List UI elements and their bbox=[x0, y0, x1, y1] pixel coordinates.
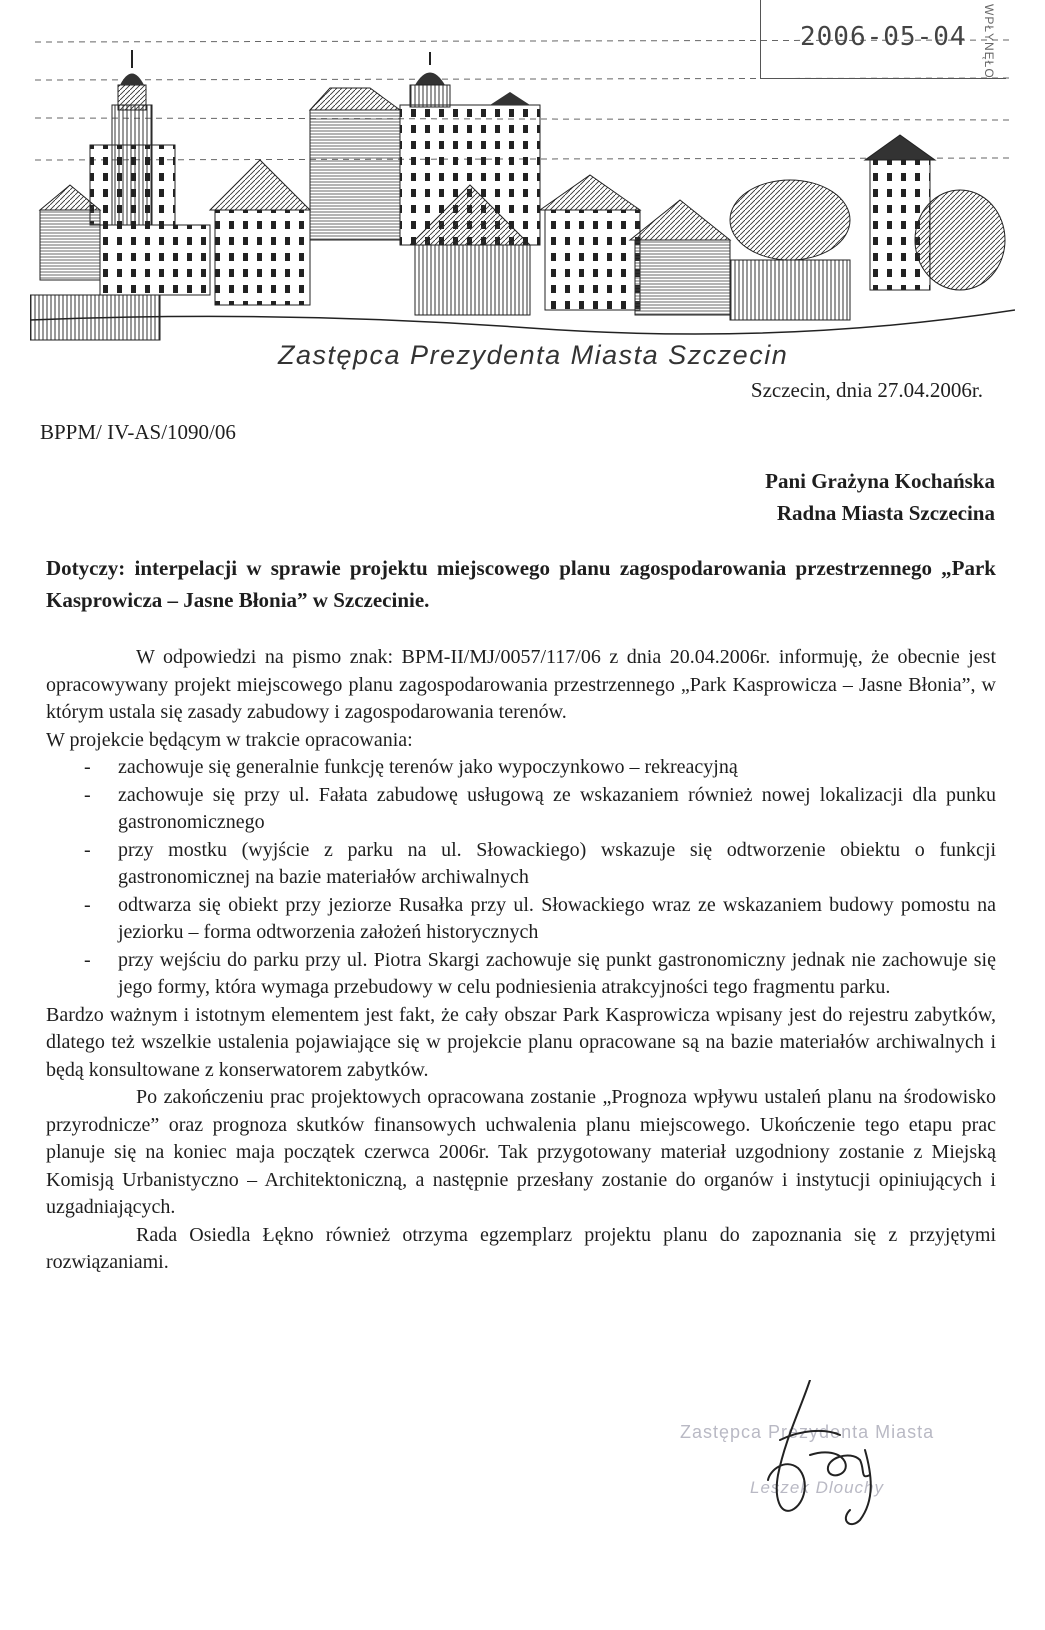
body-paragraph-4: Po zakończeniu prac projektowych opracowana zostanie „Prognoza wpływu ustaleń planu na środowisko przyrodnicze” oraz prognoza skutków finansowych uchwalenia planu miejscowego. Ukończenie tego etapu prac planuje się na koniec maja początek czerwca 2006r. Tak przygotowany materiał uzgodniony zostanie z Miejską Komisją Urbanistyczno – Architektoniczną, a następnie przesłany zostanie do organów i instytucji opiniujących i uzgadniających. bbox=[46, 1086, 996, 1218]
body-paragraph-1: W odpowiedzi na pismo znak: BPM-II/MJ/0057/117/06 z dnia 20.04.2006r. informuję, że obecnie jest opracowywany projekt miejscowego planu zagospodarowania przestrzennego „Park Kasprowicza – Jasne Błonia”, w którym ustala się zasady zabudowy i zagospodarowania terenów. bbox=[46, 646, 996, 723]
list-item-text: odtwarza się obiekt przy jeziorze Rusałka przy ul. Słowackiego wraz ze wskazaniem budowy pomostu na jeziorku – forma odtworzenia założeń historycznych bbox=[118, 893, 996, 943]
reference-number: BPPM/ IV-AS/1090/06 bbox=[40, 420, 236, 444]
letterhead-issuer: Zastępca Prezydenta Miasta Szczecin bbox=[278, 340, 789, 370]
list-item-text: zachowuje się przy ul. Fałata zabudowę usługową ze wskazaniem również nowej lokalizacji dla punku gastronomicznego bbox=[118, 783, 996, 833]
list-item-text: przy mostku (wyjście z parku na ul. Słowackiego) wskazuje się odtworzenie obiektu o funkcji gastronomicznej na bazie materiałów archiwalnych bbox=[118, 838, 996, 888]
incoming-stamp-date: 2006-05-04 bbox=[800, 22, 967, 52]
signature-block bbox=[660, 1380, 990, 1540]
list-item bbox=[46, 892, 996, 947]
letter-date: Szczecin, dnia 27.04.2006r. bbox=[750, 378, 983, 402]
list-item-text: zachowuje się generalnie funkcję terenów jako wypoczynkowo – rekreacyjną bbox=[118, 756, 738, 778]
body-paragraph-2: W projekcie będącym w trakcie opracowania: bbox=[46, 728, 413, 751]
list-item-text: przy wejściu do parku przy ul. Piotra Skargi zachowuje się punkt gastronomiczny jednak nie zachowuje się jego formy, która wymaga przebudowy w celu podniesienia atrakcyjności tego fragmentu parku. bbox=[118, 948, 996, 998]
recipient-title: Radna Miasta Szczecina bbox=[776, 501, 995, 525]
list-dash: - bbox=[84, 783, 91, 806]
list-dash: - bbox=[84, 893, 91, 916]
list-dash: - bbox=[84, 838, 91, 861]
letter-body bbox=[46, 644, 996, 1277]
recipient-block bbox=[765, 465, 995, 529]
list-item bbox=[46, 754, 996, 782]
list-dash: - bbox=[84, 948, 91, 971]
list-item bbox=[46, 947, 996, 1002]
list-item bbox=[46, 782, 996, 837]
incoming-stamp-label: WPŁYNĘŁO bbox=[982, 4, 996, 79]
body-paragraph-5: Rada Osiedla Łękno również otrzyma egzemplarz projektu planu do zapoznania się z przyjętymi rozwiązaniami. bbox=[46, 1223, 996, 1273]
list-dash: - bbox=[84, 756, 91, 778]
recipient-name: Pani Grażyna Kochańska bbox=[765, 469, 995, 493]
handwritten-signature bbox=[660, 1380, 990, 1540]
provisions-list bbox=[46, 754, 996, 1002]
signature-stamp-name: Leszek Dlouchy bbox=[750, 1478, 885, 1497]
subject-line: Dotyczy: interpelacji w sprawie projektu miejscowego planu zagospodarowania przestrzennego „Park Kasprowicza – Jasne Błonia” w Szczecinie. bbox=[46, 556, 996, 612]
list-item bbox=[46, 837, 996, 892]
body-paragraph-3: Bardzo ważnym i istotnym elementem jest fakt, że cały obszar Park Kasprowicza wpisany jest do rejestru zabytków, dlatego też wszelkie ustalenia pojawiające się w projekcie planu opracowane są na bazie materiałów archiwalnych i będą konsultowane z konserwatorem zabytków. bbox=[46, 1003, 996, 1081]
signature-stamp-title: Zastępca Prezydenta Miasta bbox=[680, 1422, 935, 1442]
